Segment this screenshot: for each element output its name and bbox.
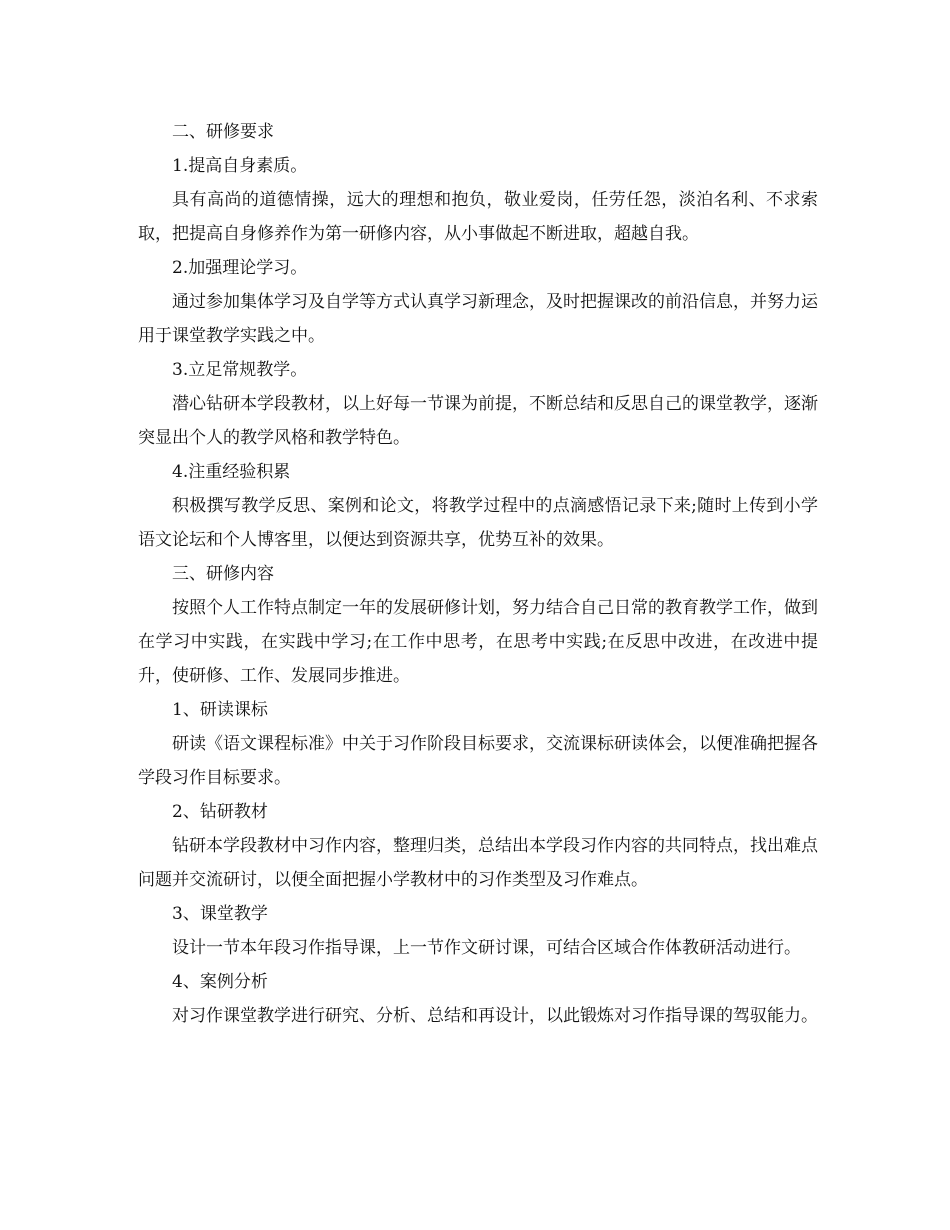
section-heading-requirements: 二、研修要求 <box>172 122 274 142</box>
body-paragraph: 具有高尚的道德情操，远大的理想和抱负，敬业爱岗，任劳任怨，淡泊名利、不求索取，把提高自身修养作为第一研修内容，从小事做起不断进取，超越自我。 <box>138 190 818 244</box>
item-heading-2: 2.加强理论学习。 <box>172 258 308 278</box>
item-heading-3: 3.立足常规教学。 <box>172 360 308 380</box>
item-heading-1: 1.提高自身素质。 <box>172 156 308 176</box>
body-paragraph: 积极撰写教学反思、案例和论文，将教学过程中的点滴感悟记录下来;随时上传到小学语文论坛和个人博客里，以便达到资源共享，优势互补的效果。 <box>138 496 818 550</box>
document-body <box>138 115 818 1033</box>
body-paragraph: 按照个人工作特点制定一年的发展研修计划，努力结合自己日常的教育教学工作，做到在学习中实践，在实践中学习;在工作中思考，在思考中实践;在反思中改进，在改进中提升，使研修、工作、发展同步推进。 <box>138 598 818 686</box>
body-paragraph: 潜心钻研本学段教材，以上好每一节课为前提，不断总结和反思自己的课堂教学，逐渐突显出个人的教学风格和教学特色。 <box>138 394 818 448</box>
body-paragraph: 钻研本学段教材中习作内容，整理归类，总结出本学段习作内容的共同特点，找出难点问题并交流研讨，以便全面把握小学教材中的习作类型及习作难点。 <box>138 836 818 890</box>
body-paragraph: 研读《语文课程标准》中关于习作阶段目标要求，交流课标研读体会，以便准确把握各学段习作目标要求。 <box>138 734 818 788</box>
body-paragraph: 通过参加集体学习及自学等方式认真学习新理念，及时把握课改的前沿信息，并努力运用于课堂教学实践之中。 <box>138 292 818 346</box>
content-heading-2: 2、钻研教材 <box>172 802 268 822</box>
content-heading-3: 3、课堂教学 <box>172 904 268 924</box>
content-heading-1: 1、研读课标 <box>172 700 268 720</box>
content-heading-4: 4、案例分析 <box>172 972 268 992</box>
item-heading-4: 4.注重经验积累 <box>172 462 291 482</box>
body-paragraph: 对习作课堂教学进行研究、分析、总结和再设计，以此锻炼对习作指导课的驾驭能力。 <box>172 1006 818 1026</box>
body-paragraph: 设计一节本年段习作指导课，上一节作文研讨课，可结合区域合作体教研活动进行。 <box>172 938 801 958</box>
section-heading-content: 三、研修内容 <box>172 564 274 584</box>
